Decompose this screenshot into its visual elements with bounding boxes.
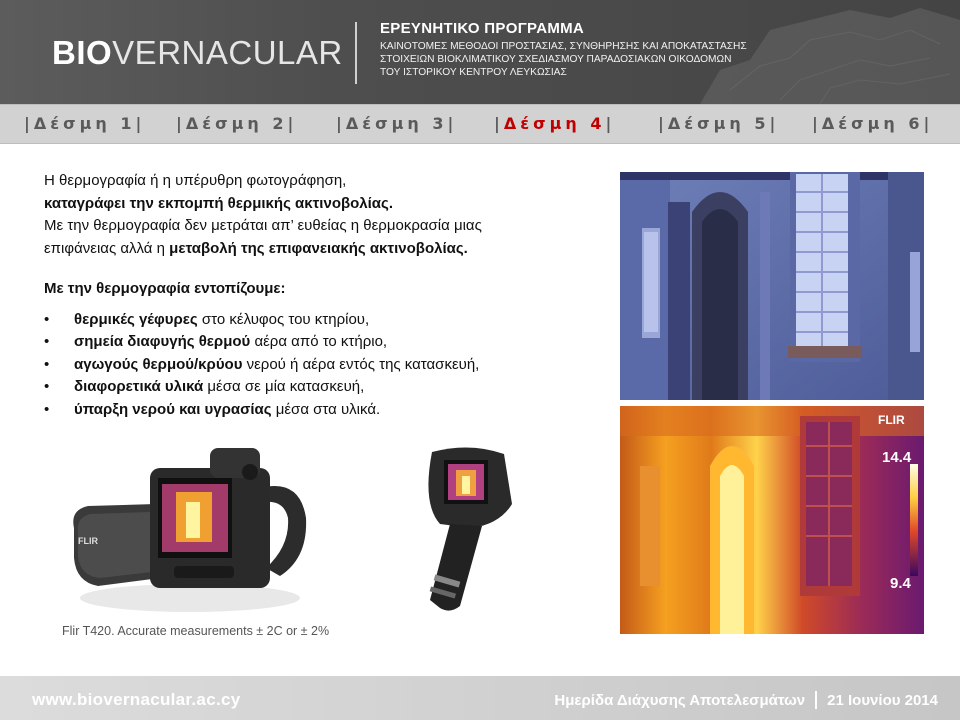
nav-tab-label: Δέσμη 3 xyxy=(345,114,448,133)
nav-tab-desmi-5[interactable]: |Δέσμη 5| xyxy=(658,114,780,133)
program-description xyxy=(380,40,820,79)
section-heading: Με την θερμογραφία εντοπίζουμε: xyxy=(44,280,286,297)
intro-line: Η θερμογραφία ή η υπέρυθρη φωτογράφηση, xyxy=(44,172,347,189)
findings-list xyxy=(44,309,614,422)
header-divider xyxy=(355,22,357,84)
event-date: 21 Ιουνίου 2014 xyxy=(827,692,938,709)
flir-brand-label: FLIR xyxy=(878,413,905,427)
nav-tab-label-active: Δέσμη 4 xyxy=(503,114,606,133)
logo-light-text: VERNACULAR xyxy=(112,34,343,71)
nav-tab-label: Δέσμη 1 xyxy=(33,114,136,133)
event-title: Ημερίδα Διάχυσης Αποτελεσμάτων xyxy=(554,692,806,709)
list-item: • ύπαρξη νερού και υγρασίας μέσα στα υλικά. xyxy=(44,399,614,422)
program-title: ΕΡΕΥΝΗΤΙΚΟ ΠΡΟΓΡΑΜΜΑ xyxy=(380,20,585,37)
program-line: ΣΤΟΙΧΕΙΩΝ ΒΙΟΚΛΙΜΑΤΙΚΟΥ ΣΧΕΔΙΑΣΜΟΥ ΠΑΡΑΔΟΣΙΑΚΩΝ ΟΙΚΟΔΟΜΩΝ xyxy=(380,54,732,65)
nav-tab-desmi-3[interactable]: |Δέσμη 3| xyxy=(336,114,458,133)
thermal-image xyxy=(620,406,924,634)
nav-tab-label: Δέσμη 2 xyxy=(185,114,288,133)
nav-tab-desmi-1[interactable]: |Δέσμη 1| xyxy=(24,114,146,133)
nav-tab-desmi-6[interactable]: |Δέσμη 6| xyxy=(812,114,934,133)
website-link[interactable]: www.biovernacular.ac.cy xyxy=(32,690,241,709)
nav-tab-label: Δέσμη 6 xyxy=(821,114,924,133)
list-item: • διαφορετικά υλικά μέσα σε μία κατασκευή, xyxy=(44,376,614,399)
main-text xyxy=(44,170,614,421)
list-item: • θερμικές γέφυρες στο κέλυφος του κτηρίου, xyxy=(44,309,614,332)
list-item: • αγωγούς θερμού/κρύου νερού ή αέρα εντός της κατασκευή, xyxy=(44,354,614,377)
logo-bold-text: BIO xyxy=(52,34,113,71)
flir-t420-camera-image xyxy=(70,448,310,616)
header-banner xyxy=(0,0,960,104)
intro-line: επιφάνειας αλλά η μεταβολή της επιφανειακής ακτινοβολίας. xyxy=(44,239,468,257)
min-temp-label: 9.4 xyxy=(890,575,911,592)
camera-caption: Flir T420. Accurate measurements ± 2C or ± 2% xyxy=(62,624,330,638)
list-item: • σημεία διαφυγής θερμού αέρα από το κτήριο, xyxy=(44,331,614,354)
event-info xyxy=(554,691,938,709)
biovernacular-logo[interactable] xyxy=(52,34,343,72)
footer-divider xyxy=(815,691,817,709)
max-temp-label: 14.4 xyxy=(882,449,912,466)
program-line: ΚΑΙΝΟΤΟΜΕΣ ΜΕΘΟΔΟΙ ΠΡΟΣΤΑΣΙΑΣ, ΣΥΝΘΗΡΗΣΗΣ ΚΑΙ ΑΠΟΚΑΤΑΣΤΑΣΗΣ xyxy=(380,41,747,52)
intro-line-bold: καταγράφει την εκπομπή θερμικής ακτινοβολίας. xyxy=(44,194,393,212)
building-facade-photo xyxy=(620,172,924,400)
section-nav xyxy=(0,104,960,144)
footer xyxy=(0,676,960,720)
program-line: ΤΟΥ ΙΣΤΟΡΙΚΟΥ ΚΕΝΤΡΟΥ ΛΕΥΚΩΣΙΑΣ xyxy=(380,67,567,78)
nav-tab-desmi-2[interactable]: |Δέσμη 2| xyxy=(176,114,298,133)
intro-line: Με την θερμογραφία δεν μετράται απ’ ευθείας η θερμοκρασία μιας xyxy=(44,217,482,234)
camera-brand-label: FLIR xyxy=(78,536,98,546)
nav-tab-desmi-4[interactable]: |Δέσμη 4| xyxy=(494,114,616,133)
flir-handheld-camera-image xyxy=(410,444,520,616)
nav-tab-label: Δέσμη 5 xyxy=(667,114,770,133)
